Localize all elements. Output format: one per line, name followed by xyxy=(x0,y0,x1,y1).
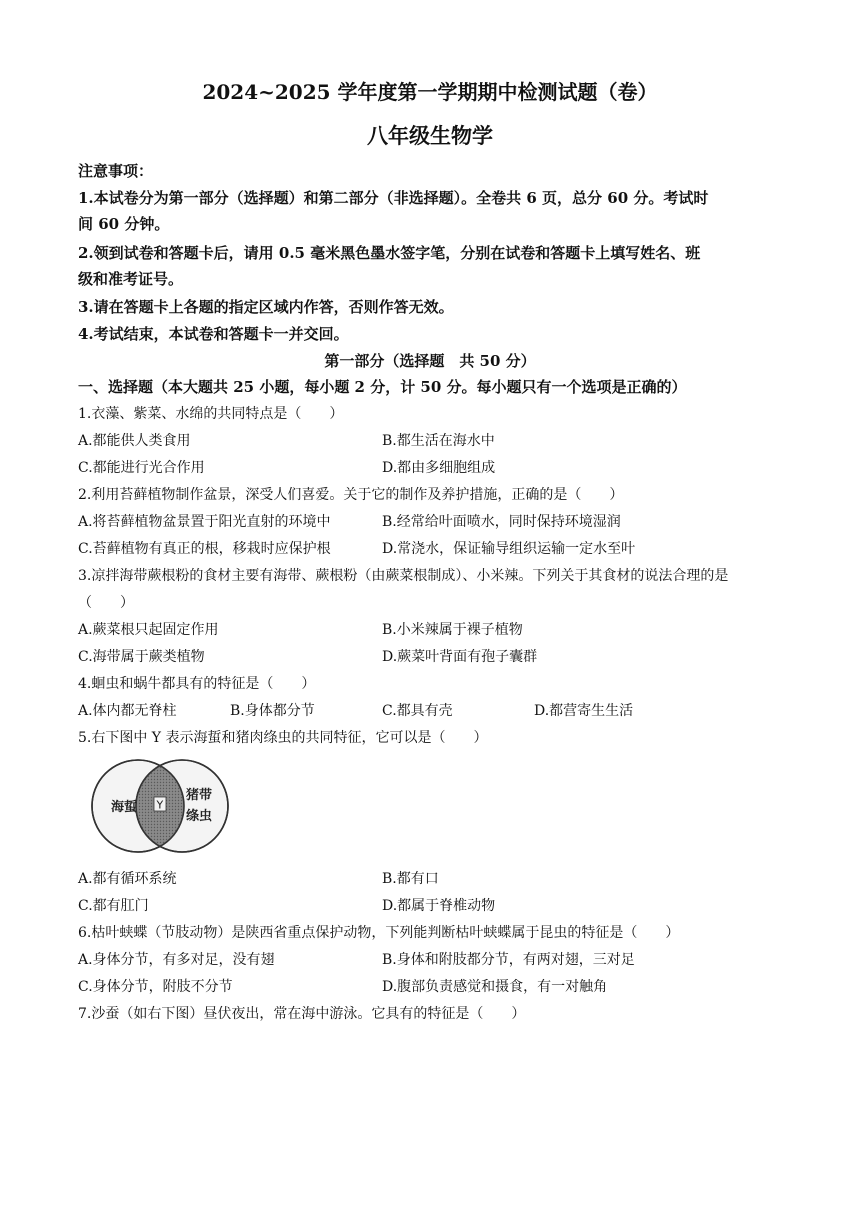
question-4-option-a: A.体内都无脊柱 xyxy=(78,703,177,719)
question-6-stem: 6.枯叶蛱蝶（节肢动物）是陕西省重点保护动物，下列能判断枯叶蛱蝶属于昆虫的特征是（ ） xyxy=(78,925,680,941)
note-4: 4.考试结束，本试卷和答题卡一并交回。 xyxy=(78,325,349,343)
question-5-option-a: A.都有循环系统 xyxy=(78,871,177,887)
venn-left-label: 海蜇 xyxy=(111,800,138,815)
question-3-option-a: A.蕨菜根只起固定作用 xyxy=(78,622,219,638)
question-5-option-b: B.都有口 xyxy=(382,871,439,887)
note-1a: 1.本试卷分为第一部分（选择题）和第二部分（非选择题）。全卷共 6 页，总分 60 分。考试时 xyxy=(78,189,709,207)
question-6-option-c: C.身体分节，附肢不分节 xyxy=(78,979,233,995)
venn-center-label: Y xyxy=(156,798,164,812)
note-3: 3.请在答题卡上各题的指定区域内作答，否则作答无效。 xyxy=(78,298,454,316)
question-1-option-c: C.都能进行光合作用 xyxy=(78,460,205,476)
note-2b: 级和准考证号。 xyxy=(78,270,184,288)
question-7-stem: 7.沙蚕（如右下图）昼伏夜出，常在海中游泳。它具有的特征是（ ） xyxy=(78,1006,526,1022)
question-5-option-c: C.都有肛门 xyxy=(78,898,149,914)
question-1-stem: 1.衣藻、紫菜、水绵的共同特点是（ ） xyxy=(78,406,344,422)
question-2-option-a: A.将苔藓植物盆景置于阳光直射的环境中 xyxy=(78,514,331,530)
note-1b: 间 60 分钟。 xyxy=(78,215,170,233)
question-6-option-a: A.身体分节，有多对足，没有翅 xyxy=(78,952,275,968)
question-4-option-d: D.都营寄生生活 xyxy=(534,703,634,719)
question-3-option-c: C.海带属于蕨类植物 xyxy=(78,649,205,665)
notes-heading: 注意事项： xyxy=(78,162,154,180)
part1-title: 第一部分（选择题 共 50 分） xyxy=(324,352,536,370)
question-2-option-b: B.经常给叶面喷水，同时保持环境湿润 xyxy=(382,514,621,530)
question-2-option-c: C.苔藓植物有真正的根，移栽时应保护根 xyxy=(78,541,331,557)
venn-right-label-1: 猪带 xyxy=(186,788,213,803)
question-4-option-c: C.都具有壳 xyxy=(382,703,453,719)
question-3-stem: 3.凉拌海带蕨根粉的食材主要有海带、蕨根粉（由蕨菜根制成）、小米辣。下列关于其食材的说法合理的是 xyxy=(78,568,729,584)
question-4-stem: 4.蛔虫和蜗牛都具有的特征是（ ） xyxy=(78,676,316,692)
question-1-option-a: A.都能供人类食用 xyxy=(78,433,191,449)
exam-title: 2024~2025 学年度第一学期期中检测试题（卷） xyxy=(202,80,658,104)
question-5-option-d: D.都属于脊椎动物 xyxy=(382,898,496,914)
venn-diagram xyxy=(78,757,238,857)
question-3-option-b: B.小米辣属于裸子植物 xyxy=(382,622,523,638)
question-6-option-b: B.身体和附肢都分节，有两对翅，三对足 xyxy=(382,952,635,968)
question-3-stem-cont: （ ） xyxy=(78,595,134,611)
question-6-option-d: D.腹部负责感觉和摄食，有一对触角 xyxy=(382,979,608,995)
question-5-stem: 5.右下图中 Y 表示海蜇和猪肉绦虫的共同特征，它可以是（ ） xyxy=(78,730,488,746)
question-4-option-b: B.身体都分节 xyxy=(230,703,315,719)
question-2-option-d: D.常浇水，保证输导组织运输一定水至叶 xyxy=(382,541,636,557)
note-2a: 2.领到试卷和答题卡后，请用 0.5 毫米黑色墨水签字笔，分别在试卷和答题卡上填写姓名、班 xyxy=(78,244,701,262)
venn-right-label-2: 绦虫 xyxy=(186,809,213,824)
question-2-stem: 2.利用苔藓植物制作盆景，深受人们喜爱。关于它的制作及养护措施，正确的是（ ） xyxy=(78,487,624,503)
section-heading: 一、选择题（本大题共 25 小题，每小题 2 分，计 50 分。每小题只有一个选项是正确的） xyxy=(78,378,687,396)
question-3-option-d: D.蕨菜叶背面有孢子囊群 xyxy=(382,649,538,665)
exam-subject: 八年级生物学 xyxy=(367,123,493,148)
question-1-option-b: B.都生活在海水中 xyxy=(382,433,495,449)
question-1-option-d: D.都由多细胞组成 xyxy=(382,460,496,476)
